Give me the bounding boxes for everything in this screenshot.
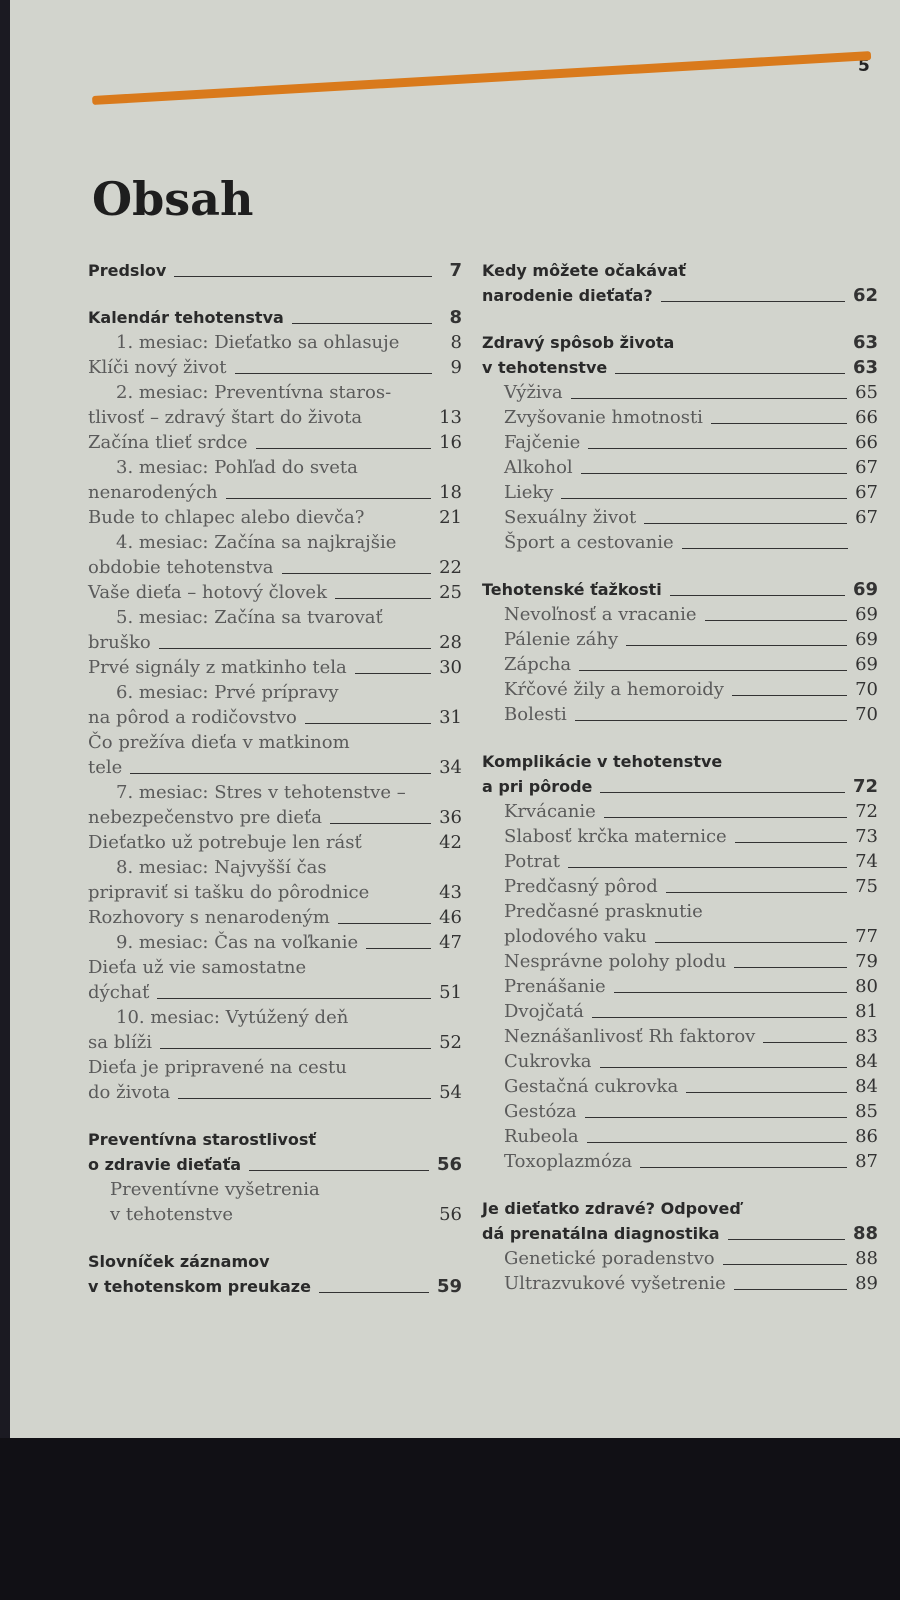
toc-entry [88,855,462,880]
toc-entry-title: a pri pôrode [482,777,593,796]
toc-leader-line [592,1017,847,1018]
toc-entry [88,905,462,930]
toc-entry-title: Začína tlieť srdce [88,432,248,453]
toc-page-number: 9 [450,357,462,378]
toc-heading [482,774,878,799]
toc-entry [88,880,462,905]
toc-leader-line [330,823,431,824]
toc-page-number: 75 [855,876,878,897]
toc-entry-title: Zdravý spôsob života [482,333,675,352]
toc-entry-title: bruško [88,632,151,653]
toc-leader-line [159,648,431,649]
toc-entry [482,824,878,849]
toc-leader-line [587,1142,847,1143]
toc-leader-line [661,301,845,302]
toc-entry [482,1246,878,1271]
toc-entry [88,455,462,480]
toc-page-number: 66 [855,432,878,453]
toc-entry [88,1080,462,1105]
toc-entry-title: o zdravie dieťaťa [88,1155,242,1174]
toc-entry [482,874,878,899]
toc-entry-title: Slovníček záznamov [88,1252,270,1271]
toc-leader-line [734,967,847,968]
toc-leader-line [655,942,847,943]
toc-entry-title: Cukrovka [504,1051,592,1072]
toc-page-number: 63 [852,332,878,353]
toc-page-number: 69 [855,629,878,650]
toc-page-number: 7 [449,260,462,281]
toc-entry [482,702,878,727]
toc-entry [482,1271,878,1296]
toc-heading [482,258,878,283]
toc-section [482,1196,878,1296]
orange-accent-bar [92,51,871,105]
toc-entry-title: Krvácanie [504,801,596,822]
toc-entry-title: tele [88,757,123,778]
toc-entry-title: Zápcha [504,654,572,675]
toc-entry-title: tlivosť – zdravý štart do života [88,407,363,428]
toc-entry-title: Pálenie záhy [504,629,619,650]
toc-entry [482,430,878,455]
toc-entry [482,405,878,430]
toc-leader-line [178,1098,431,1099]
toc-leader-line [256,448,432,449]
page-number: 5 [858,56,870,76]
toc-entry [482,480,878,505]
toc-entry-title: Predčasný pôrod [504,876,658,897]
toc-leader-line [226,498,431,499]
toc-leader-line [305,723,431,724]
toc-page-number: 36 [439,807,462,828]
toc-page-number: 86 [855,1126,878,1147]
toc-page-number: 16 [439,432,462,453]
toc-leader-line [366,948,431,949]
toc-entry-title: Zvyšovanie hmotnosti [504,407,703,428]
toc-entry [88,755,462,780]
toc-entry-title: Je dieťatko zdravé? Odpoveď [482,1199,741,1218]
toc-entry-title: Nesprávne polohy plodu [504,951,727,972]
toc-page-number: 69 [855,654,878,675]
toc-page-number: 84 [855,1076,878,1097]
toc-page-number: 52 [439,1032,462,1053]
toc-page-number: 18 [439,482,462,503]
toc-entry-title: Dieťa je pripravené na cestu [88,1057,347,1078]
toc-page-number: 69 [852,579,878,600]
toc-page-number: 85 [855,1101,878,1122]
toc-leader-line [640,1167,847,1168]
page-title: Obsah [92,172,254,226]
toc-leader-line [732,695,847,696]
toc-entry-title: Slabosť krčka maternice [504,826,727,847]
toc-entry-title: 7. mesiac: Stres v tehotenstve – [116,782,406,803]
toc-entry-title: sa blíži [88,1032,152,1053]
toc-entry-title: narodenie dieťaťa? [482,286,653,305]
toc-page-number: 77 [855,926,878,947]
toc-leader-line [763,1042,847,1043]
toc-entry-title: Gestóza [504,1101,577,1122]
toc-entry-title: dýchať [88,982,150,1003]
toc-leader-line [157,998,431,999]
toc-page-number: 67 [855,482,878,503]
toc-page-number: 47 [439,932,462,953]
toc-entry-title: Dieťa už vie samostatne [88,957,307,978]
toc-leader-line [723,1264,848,1265]
toc-entry [88,680,462,705]
toc-leader-line [249,1170,429,1171]
toc-entry-title: v tehotenstve [110,1204,233,1225]
toc-page-number: 8 [449,307,462,328]
toc-entry-title: Fajčenie [504,432,581,453]
toc-page-number: 70 [855,679,878,700]
toc-entry-title: Šport a cestovanie [504,532,674,553]
toc-entry-title: Bolesti [504,704,567,725]
toc-entry-title: nebezpečenstvo pre dieťa [88,807,322,828]
toc-entry-title: 9. mesiac: Čas na voľkanie [116,932,359,953]
toc-entry [88,380,462,405]
toc-page-number: 72 [852,776,878,797]
toc-page-number: 56 [439,1204,462,1225]
toc-entry-title: 10. mesiac: Vytúžený deň [116,1007,349,1028]
toc-entry-title: Kŕčové žily a hemoroidy [504,679,724,700]
toc-entry [88,705,462,730]
toc-page-number: 21 [439,507,462,528]
toc-heading [482,1221,878,1246]
toc-leader-line [338,923,431,924]
dark-background [0,1438,900,1600]
toc-page-number: 25 [439,582,462,603]
toc-leader-line [705,620,848,621]
toc-entry [482,999,878,1024]
toc-entry [88,605,462,630]
toc-page-number: 89 [855,1273,878,1294]
toc-heading [482,330,878,355]
toc-leader-line [575,720,847,721]
toc-entry [88,1030,462,1055]
toc-entry [88,430,462,455]
toc-leader-line [644,523,847,524]
toc-section [482,749,878,1174]
toc-entry-title: Alkohol [504,457,573,478]
toc-leader-line [614,992,847,993]
toc-page-number: 34 [439,757,462,778]
toc-entry-title: na pôrod a rodičovstvo [88,707,297,728]
toc-leader-line [711,423,847,424]
toc-entry [482,949,878,974]
toc-entry [88,505,462,530]
toc-entry-title: Predslov [88,261,167,280]
toc-page-number: 79 [855,951,878,972]
toc-page-number: 84 [855,1051,878,1072]
toc-heading [88,1127,462,1152]
toc-page-number: 46 [439,907,462,928]
toc-entry-title: v tehotenskom preukaze [88,1277,311,1296]
toc-leader-line [292,323,432,324]
toc-entry [88,980,462,1005]
toc-entry-title: v tehotenstve [482,358,608,377]
toc-heading [482,577,878,602]
toc-leader-line [588,448,847,449]
toc-leader-line [728,1239,845,1240]
toc-entry-title: 6. mesiac: Prvé prípravy [116,682,339,703]
toc-section [88,1249,462,1299]
toc-leader-line [626,645,847,646]
toc-entry-title: Preventívna starostlivosť [88,1130,317,1149]
book-page [10,0,900,1438]
toc-entry-title: Čo prežíva dieťa v matkinom [88,732,350,753]
toc-heading [482,355,878,380]
toc-leader-line [160,1048,431,1049]
toc-entry [482,505,878,530]
toc-leader-line [600,792,845,793]
toc-heading [482,749,878,774]
toc-page-number: 59 [436,1276,462,1297]
toc-entry [88,405,462,430]
toc-entry [482,530,878,555]
toc-entry [482,380,878,405]
toc-page-number: 42 [439,832,462,853]
toc-section [482,330,878,555]
toc-entry-title: Nevoľnosť a vracanie [504,604,697,625]
toc-entry-title: Tehotenské ťažkosti [482,580,662,599]
toc-entry [88,630,462,655]
toc-page-number: 8 [450,332,462,353]
toc-entry [88,1055,462,1080]
toc-page-number: 56 [436,1154,462,1175]
toc-entry [88,955,462,980]
toc-entry-title: Kedy môžete očakávať [482,261,686,280]
toc-entry [88,355,462,380]
toc-page-number: 63 [852,357,878,378]
toc-entry [482,899,878,924]
toc-heading [88,258,462,283]
toc-entry-title: Gestačná cukrovka [504,1076,679,1097]
toc-section [482,258,878,308]
toc-heading [88,1249,462,1274]
toc-entry [482,677,878,702]
toc-entry [482,602,878,627]
toc-entry [482,1024,878,1049]
toc-section [88,258,462,283]
toc-entry-title: do života [88,1082,171,1103]
toc-page-number: 28 [439,632,462,653]
toc-page-number: 43 [439,882,462,903]
toc-entry-title: Prenášanie [504,976,606,997]
toc-leader-line [585,1117,848,1118]
toc-entry-title: Potrat [504,851,561,872]
toc-entry-title: Dvojčatá [504,1001,584,1022]
toc-heading [482,1196,878,1221]
toc-page-number: 65 [855,382,878,403]
toc-entry-title: Kalendár tehotenstva [88,308,284,327]
toc-heading [88,305,462,330]
toc-page-number: 69 [855,604,878,625]
toc-leader-line [355,673,431,674]
toc-leader-line [666,892,847,893]
toc-entry-title: Výživa [504,382,563,403]
toc-entry-title: Lieky [504,482,554,503]
toc-page-number: 87 [855,1151,878,1172]
toc-entry-title: dá prenatálna diagnostika [482,1224,720,1243]
toc-entry [88,580,462,605]
toc-leader-line [604,817,847,818]
toc-entry [88,1177,462,1202]
toc-entry-title: nenarodených [88,482,218,503]
toc-leader-line [615,373,845,374]
toc-left-column [88,258,462,1321]
toc-page-number: 74 [855,851,878,872]
toc-entry [482,974,878,999]
toc-entry [88,1005,462,1030]
toc-entry-title: 8. mesiac: Najvyšší čas [116,857,327,878]
toc-entry [88,930,462,955]
toc-entry [482,1149,878,1174]
toc-page-number: 31 [439,707,462,728]
toc-entry-title: Prvé signály z matkinho tela [88,657,347,678]
toc-page-number: 13 [439,407,462,428]
toc-leader-line [581,473,847,474]
toc-page-number: 73 [855,826,878,847]
toc-leader-line [319,1292,429,1293]
toc-section [482,577,878,727]
toc-entry-title: Dieťatko už potrebuje len rásť [88,832,362,853]
toc-entry [88,330,462,355]
toc-entry-title: Vaše dieťa – hotový človek [88,582,327,603]
toc-entry-title: plodového vaku [504,926,647,947]
toc-entry [88,730,462,755]
toc-page-number: 54 [439,1082,462,1103]
toc-entry-title: Komplikácie v tehotenstve [482,752,723,771]
toc-page-number: 30 [439,657,462,678]
toc-leader-line [568,867,847,868]
toc-entry-title: 3. mesiac: Pohľad do sveta [116,457,358,478]
toc-page-number: 81 [855,1001,878,1022]
toc-entry [482,652,878,677]
toc-page-number: 88 [852,1223,878,1244]
toc-entry [88,805,462,830]
toc-leader-line [571,398,848,399]
toc-entry [482,455,878,480]
toc-section [88,1127,462,1227]
toc-page-number: 22 [439,557,462,578]
toc-leader-line [686,1092,847,1093]
toc-leader-line [682,548,848,549]
toc-heading [88,1274,462,1299]
toc-entry-title: Toxoplazmóza [504,1151,633,1172]
toc-entry-title: Predčasné prasknutie [504,901,703,922]
toc-entry [88,530,462,555]
toc-entry [482,924,878,949]
toc-entry [482,1124,878,1149]
toc-entry-title: 1. mesiac: Dieťatko sa ohlasuje [116,332,400,353]
toc-entry-title: Rubeola [504,1126,579,1147]
toc-entry [482,799,878,824]
toc-leader-line [735,842,847,843]
toc-entry [482,849,878,874]
toc-page-number: 67 [855,457,878,478]
toc-entry [482,1099,878,1124]
toc-entry [88,780,462,805]
toc-heading [88,1152,462,1177]
toc-leader-line [734,1289,847,1290]
toc-leader-line [130,773,431,774]
toc-entry-title: Neznášanlivosť Rh faktorov [504,1026,756,1047]
toc-leader-line [579,670,847,671]
toc-leader-line [670,595,845,596]
toc-page-number: 83 [855,1026,878,1047]
toc-entry [88,1202,462,1227]
toc-entry-title: Ultrazvukové vyšetrenie [504,1273,726,1294]
toc-page-number: 67 [855,507,878,528]
toc-page-number: 70 [855,704,878,725]
toc-entry-title: Bude to chlapec alebo dievča? [88,507,365,528]
toc-page-number: 88 [855,1248,878,1269]
toc-entry-title: obdobie tehotenstva [88,557,274,578]
toc-page-number: 72 [855,801,878,822]
toc-right-column [482,258,878,1318]
toc-section [88,305,462,1105]
toc-leader-line [282,573,432,574]
toc-entry-title: 4. mesiac: Začína sa najkrajšie [116,532,397,553]
toc-entry [482,627,878,652]
toc-entry-title: Sexuálny život [504,507,637,528]
toc-leader-line [174,276,432,277]
toc-leader-line [235,373,433,374]
toc-entry [88,830,462,855]
toc-page-number: 51 [439,982,462,1003]
toc-page-number: 80 [855,976,878,997]
toc-heading [482,283,878,308]
toc-entry-title: Preventívne vyšetrenia [110,1179,320,1200]
toc-entry [482,1074,878,1099]
toc-leader-line [561,498,847,499]
toc-entry-title: pripraviť si tašku do pôrodnice [88,882,370,903]
toc-page-number: 66 [855,407,878,428]
toc-entry-title: 2. mesiac: Preventívna staros- [116,382,392,403]
toc-entry-title: Klíči nový život [88,357,227,378]
toc-entry-title: 5. mesiac: Začína sa tvarovať [116,607,383,628]
toc-entry [482,1049,878,1074]
toc-entry [88,480,462,505]
toc-entry-title: Genetické poradenstvo [504,1248,715,1269]
toc-entry-title: Rozhovory s nenarodeným [88,907,330,928]
toc-entry [88,655,462,680]
toc-leader-line [335,598,431,599]
toc-page-number: 62 [852,285,878,306]
toc-leader-line [600,1067,848,1068]
toc-entry [88,555,462,580]
